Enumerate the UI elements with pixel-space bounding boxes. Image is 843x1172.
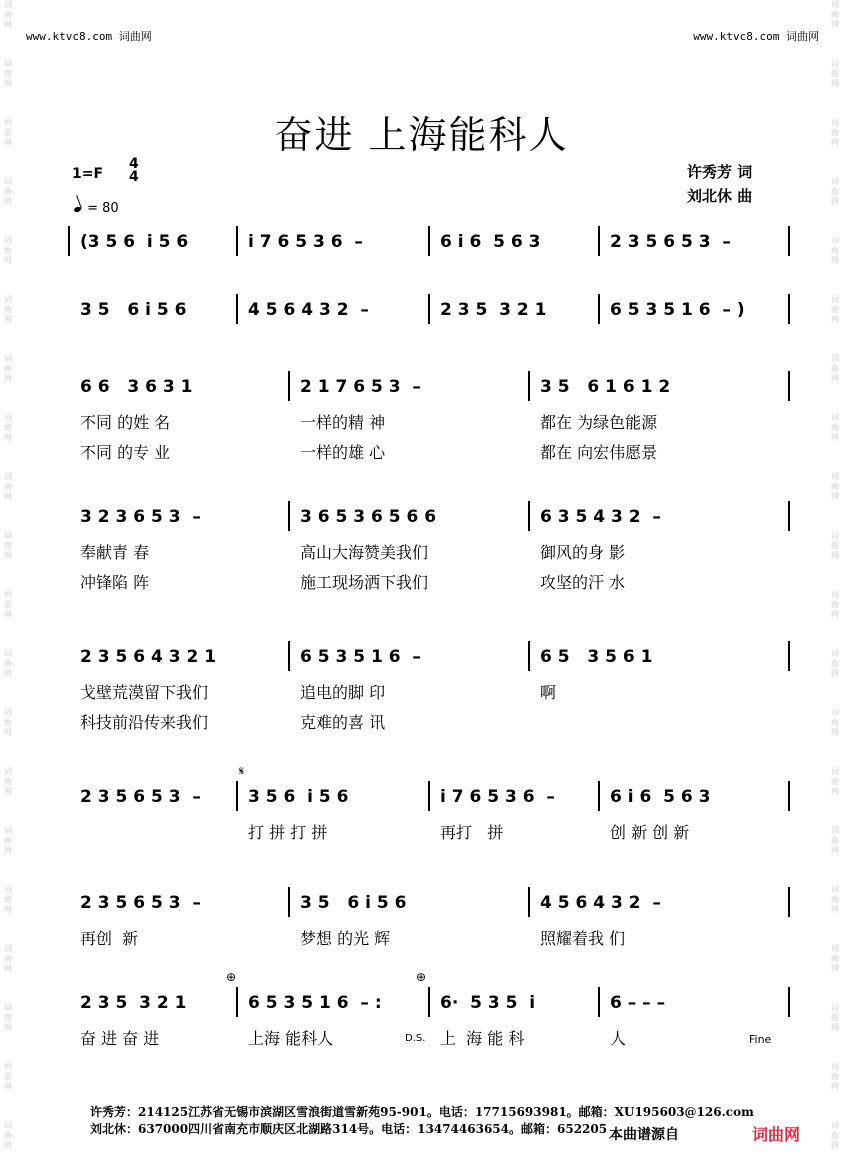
lyric-phrase: 科技前沿传来我们 [80,713,209,732]
lyric-phrase: 都在 向宏伟愿景 [540,443,658,462]
barline [68,226,70,256]
barline [788,781,790,811]
measure: 3 5 6 1 6 1 2 [540,377,671,397]
barline [788,501,790,531]
lyric-phrase: 御风的身 影 [540,543,626,562]
composer-credit: 刘北休 曲 [687,187,753,205]
watermark-text: 词 曲 网 [4,826,12,855]
measure: 6 5 3 5 1 6 – ) [610,300,745,320]
site-url-right[interactable]: www.ktvc8.com 词曲网 [693,30,819,43]
barline [598,987,600,1017]
lyric-phrase: 追电的脚 印 [300,683,386,702]
watermark-text: 词 曲 网 [831,0,839,29]
measure: 2 3 5 6 4 3 2 1 [80,647,217,667]
watermark-text: 词 曲 网 [4,354,12,383]
lyric-phrase: 人 [610,1029,627,1048]
lyric-phrase: 再创 新 [80,929,139,948]
measure: 3 5 6 i 5 6 [300,893,407,913]
lyric-phrase: 不同 的姓 名 [80,413,171,432]
barline [598,226,600,256]
watermark-text: 词 曲 网 [4,295,12,324]
barline [236,226,238,256]
lyric-phrase: 攻坚的汗 水 [540,573,626,592]
watermark-text: 词 曲 网 [831,944,839,973]
lyricist-credit: 许秀芳 词 [687,163,753,181]
barline [428,294,430,324]
watermark-text: 词 曲 网 [4,118,12,147]
watermark-text: 词 曲 网 [831,531,839,560]
measure: 6 5 3 5 1 6 – : [248,993,382,1013]
barline [788,226,790,256]
watermark-text: 词 曲 网 [831,236,839,265]
watermark-text: 词 曲 网 [831,649,839,678]
notes-row [70,647,790,669]
barline [236,987,238,1017]
lyric-phrase: 奋 进 奋 进 [80,1029,160,1048]
barline [288,887,290,917]
watermark-text: 词 曲 网 [4,767,12,796]
watermark-text: 词 曲 网 [4,944,12,973]
barline [428,781,430,811]
ds-mark: D.S. [405,1033,426,1044]
key-signature: 1=F [72,166,104,182]
notes-row [70,787,790,809]
measure: 2 3 5 3 2 1 [80,993,187,1013]
watermark-text: 词 曲 网 [4,708,12,737]
watermark-text: 词 曲 网 [831,59,839,88]
measure: 4 5 6 4 3 2 – [540,893,661,913]
watermark-text: 词 曲 网 [831,885,839,914]
measure: 6· 5 3 5 i [440,993,536,1013]
barline [236,781,238,811]
time-numerator: 4 [129,156,139,172]
watermark-text: 词 曲 网 [4,531,12,560]
segno-sign: 𝄋 [239,764,245,778]
watermark-text: 词 曲 网 [831,590,839,619]
coda-sign-2: ⊕ [416,970,427,984]
watermark-text: 词 曲 网 [4,0,12,29]
barline [528,641,530,671]
lyric-phrase: 打 拼 打 拼 [248,823,328,842]
coda-sign-1: ⊕ [226,970,237,984]
barline [788,294,790,324]
barline [528,371,530,401]
notes-row [70,300,790,322]
lyric-phrase: 一样的雄 心 [300,443,386,462]
barline [788,987,790,1017]
barline [788,371,790,401]
lyric-phrase: 克难的喜 讯 [300,713,386,732]
barline [288,501,290,531]
watermark-text: 词 曲 网 [831,708,839,737]
watermark-left [0,0,16,1172]
watermark-text: 词 曲 网 [4,236,12,265]
lyric-phrase: 啊 [540,683,557,702]
lyric-phrase: 都在 为绿色能源 [540,413,658,432]
watermark-text: 词 曲 网 [4,1003,12,1032]
measure: 6 3 5 4 3 2 – [540,507,661,527]
notes-row [70,232,790,254]
watermark-text: 词 曲 网 [4,59,12,88]
time-denominator: 4 [129,169,139,185]
watermark-text: 词 曲 网 [4,1121,12,1150]
watermark-right [827,0,843,1172]
measure: 6 6 3 6 3 1 [80,377,193,397]
watermark-text: 词 曲 网 [4,177,12,206]
barline [528,501,530,531]
contact-lyricist: 许秀芳：214125江苏省无锡市滨湖区雪浪街道雪新苑95-901。电话：17715693981。邮箱：XU195603@126.com [90,1105,754,1119]
watermark-text: 词 曲 网 [831,767,839,796]
barline [236,294,238,324]
barline [428,987,430,1017]
lyric-phrase: 上 海 能 科 [440,1029,525,1048]
watermark-text: 词 曲 网 [831,472,839,501]
tempo-value: = 80 [87,201,119,216]
barline [788,641,790,671]
lyric-phrase: 一样的精 神 [300,413,386,432]
tempo-marking [74,201,119,216]
watermark-text: 词 曲 网 [4,590,12,619]
watermark-text: 词 曲 网 [4,649,12,678]
watermark-text: 词 曲 网 [831,1062,839,1091]
time-signature [129,158,139,184]
measure: 6 5 3 5 1 6 – [300,647,421,667]
watermark-text: 词 曲 网 [831,826,839,855]
lyric-phrase: 再打 拼 [440,823,504,842]
watermark-text: 词 曲 网 [4,885,12,914]
watermark-text: 词 曲 网 [4,413,12,442]
watermark-text: 词 曲 网 [831,354,839,383]
site-logo[interactable]: 词曲网 [752,1125,801,1144]
barline [528,887,530,917]
measure: 2 3 5 6 5 3 – [80,893,201,913]
fine-mark: Fine [749,1033,772,1046]
source-note: 本曲谱源自 [609,1127,679,1143]
measure: 2 3 5 6 5 3 – [610,232,731,252]
watermark-text: 词 曲 网 [831,118,839,147]
lyric-phrase: 戈壁荒漠留下我们 [80,683,209,702]
measure: 3 6 5 3 6 5 6 6 [300,507,437,527]
site-url-left[interactable]: www.ktvc8.com 词曲网 [26,30,152,43]
measure: 6 i 6 5 6 3 [440,232,541,252]
barline [598,781,600,811]
measure: 3 5 6 i 5 6 [248,787,349,807]
barline [428,226,430,256]
lyric-phrase: 照耀着我 们 [540,929,626,948]
watermark-text: 词 曲 网 [831,295,839,324]
song-title: 奋进 上海能科人 [274,113,569,157]
barline [288,371,290,401]
contact-composer: 刘北休：637000四川省南充市顺庆区北湖路314号。电话：13474463654。邮箱：652205 [90,1122,608,1136]
watermark-text: 词 曲 网 [831,413,839,442]
lyric-phrase: 梦想 的光 辉 [300,929,391,948]
watermark-text: 词 曲 网 [4,472,12,501]
measure: 6 5 3 5 6 1 [540,647,653,667]
measure: 6 i 6 5 6 3 [610,787,711,807]
measure: 4 5 6 4 3 2 – [248,300,369,320]
measure: i 7 6 5 3 6 – [248,232,363,252]
watermark-text: 词 曲 网 [831,1003,839,1032]
notes-row [70,507,790,529]
lyric-phrase: 冲锋陷 阵 [80,573,150,592]
measure: 3 5 6 i 5 6 [80,300,187,320]
measure: 3 2 3 6 5 3 – [80,507,201,527]
barline [288,641,290,671]
measure: (3 5 6 i 5 6 [80,232,189,252]
lyric-phrase: 高山大海赞美我们 [300,543,429,562]
notes-row [70,893,790,915]
lyric-phrase: 施工现场洒下我们 [300,573,429,592]
lyric-phrase: 创 新 创 新 [610,823,690,842]
measure: i 7 6 5 3 6 – [440,787,555,807]
measure: 6 – – – [610,993,666,1013]
watermark-text: 词 曲 网 [831,177,839,206]
measure: 2 3 5 6 5 3 – [80,787,201,807]
lyric-phrase: 不同 的专 业 [80,443,171,462]
measure: 2 3 5 3 2 1 [440,300,547,320]
lyric-phrase: 上海 能科人 [248,1029,334,1048]
watermark-text: 词 曲 网 [831,1121,839,1150]
watermark-text: 词 曲 网 [4,1062,12,1091]
barline [788,887,790,917]
measure: 2 1 7 6 5 3 – [300,377,421,397]
notes-row [70,993,790,1015]
lyric-phrase: 奉献青 春 [80,543,150,562]
notes-row [70,377,790,399]
quarter-note-icon [73,206,81,213]
score-page [20,0,823,1172]
barline [598,294,600,324]
